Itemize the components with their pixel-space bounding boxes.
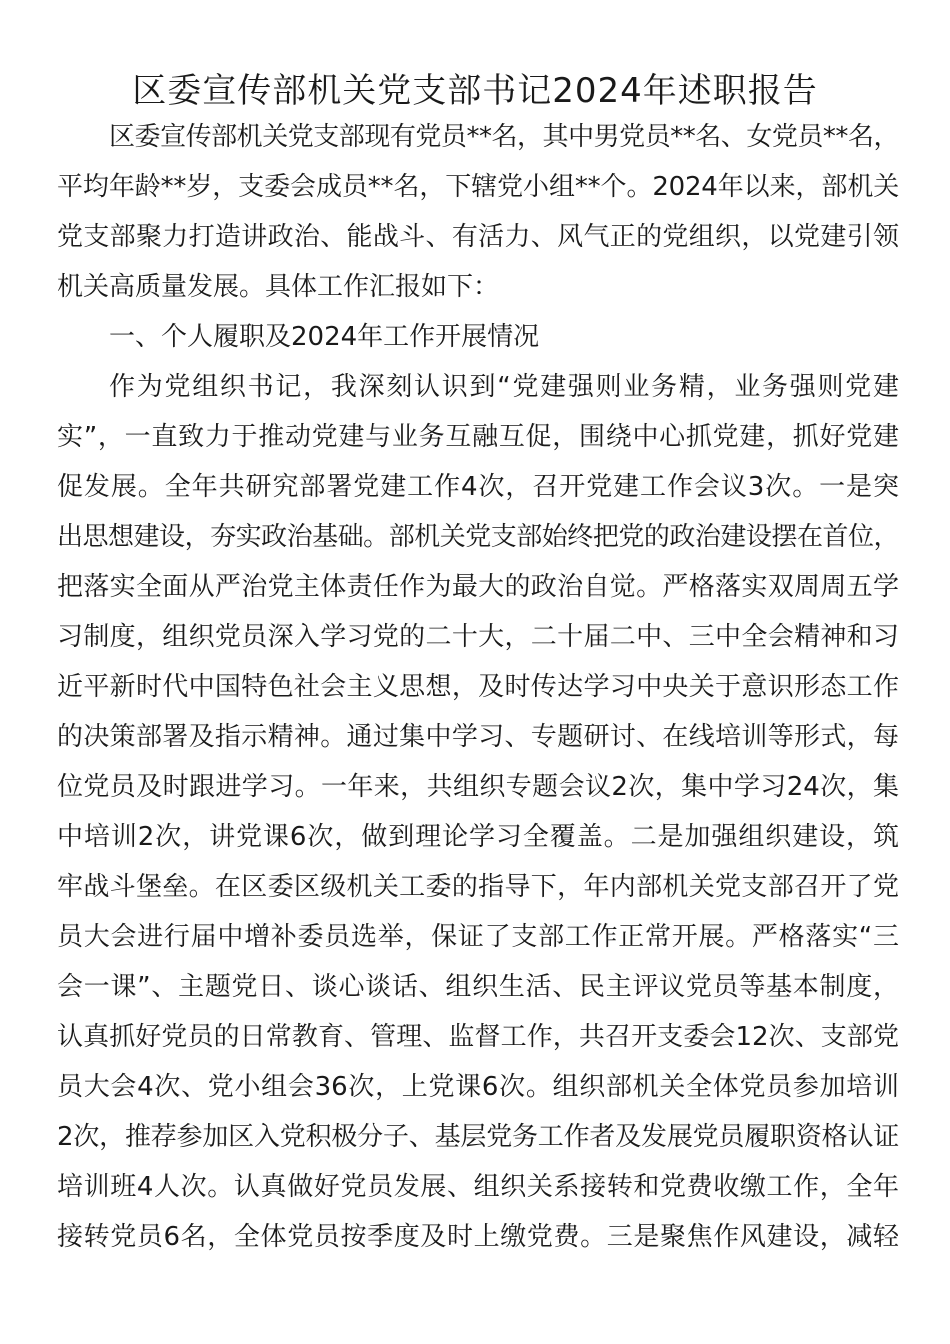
document-title: 区委宣传部机关党支部书记2024年述职报告 [132, 71, 818, 111]
text-line: 党支部聚力打造讲政治、能战斗、有活力、风气正的党组织，以党建引领 [57, 222, 899, 252]
text-line: 近平新时代中国特色社会主义思想，及时传达学习中央关于意识形态工作 [57, 672, 899, 702]
text-line: 出思想建设，夯实政治基础。部机关党支部始终把党的政治建设摆在首位， [57, 522, 899, 552]
text-line: 员大会4次、党小组会36次，上党课6次。组织部机关全体党员参加培训 [57, 1072, 899, 1102]
text-line: 区委宣传部机关党支部现有党员**名，其中男党员**名、女党员**名， [109, 122, 899, 152]
section-heading: 一、个人履职及2024年工作开展情况 [109, 322, 540, 352]
text-line: 培训班4人次。认真做好党员发展、组织关系接转和党费收缴工作，全年 [57, 1172, 899, 1202]
text-line: 位党员及时跟进学习。一年来，共组织专题会议2次，集中学习24次，集 [57, 772, 899, 802]
text-line: 2次，推荐参加区入党积极分子、基层党务工作者及发展党员履职资格认证 [57, 1122, 899, 1152]
text-line: 接转党员6名，全体党员按季度及时上缴党费。三是聚焦作风建设，减轻 [57, 1222, 899, 1252]
document-body [57, 112, 899, 1262]
text-line: 把落实全面从严治党主体责任作为最大的政治自觉。严格落实双周周五学 [57, 572, 899, 602]
text-line: 会一课”、主题党日、谈心谈话、组织生活、民主评议党员等基本制度， [57, 972, 899, 1002]
text-line: 的决策部署及指示精神。通过集中学习、专题研讨、在线培训等形式，每 [57, 722, 899, 752]
text-line: 机关高质量发展。具体工作汇报如下： [57, 272, 500, 302]
text-line: 实”，一直致力于推动党建与业务互融互促，围绕中心抓党建，抓好党建 [57, 422, 899, 452]
text-line: 员大会进行届中增补委员选举，保证了支部工作正常开展。严格落实“三 [57, 922, 899, 952]
text-line: 平均年龄**岁，支委会成员**名，下辖党小组**个。2024年以来，部机关 [57, 172, 899, 202]
text-line: 认真抓好党员的日常教育、管理、监督工作，共召开支委会12次、支部党 [57, 1022, 899, 1052]
text-line: 中培训2次，讲党课6次，做到理论学习全覆盖。二是加强组织建设，筑 [57, 822, 899, 852]
text-line: 习制度，组织党员深入学习党的二十大，二十届二中、三中全会精神和习 [57, 622, 899, 652]
text-line: 牢战斗堡垒。在区委区级机关工委的指导下，年内部机关党支部召开了党 [57, 872, 899, 902]
text-line: 促发展。全年共研究部署党建工作4次，召开党建工作会议3次。一是突 [57, 472, 899, 502]
text-line: 作为党组织书记，我深刻认识到“党建强则业务精，业务强则党建 [109, 372, 899, 402]
